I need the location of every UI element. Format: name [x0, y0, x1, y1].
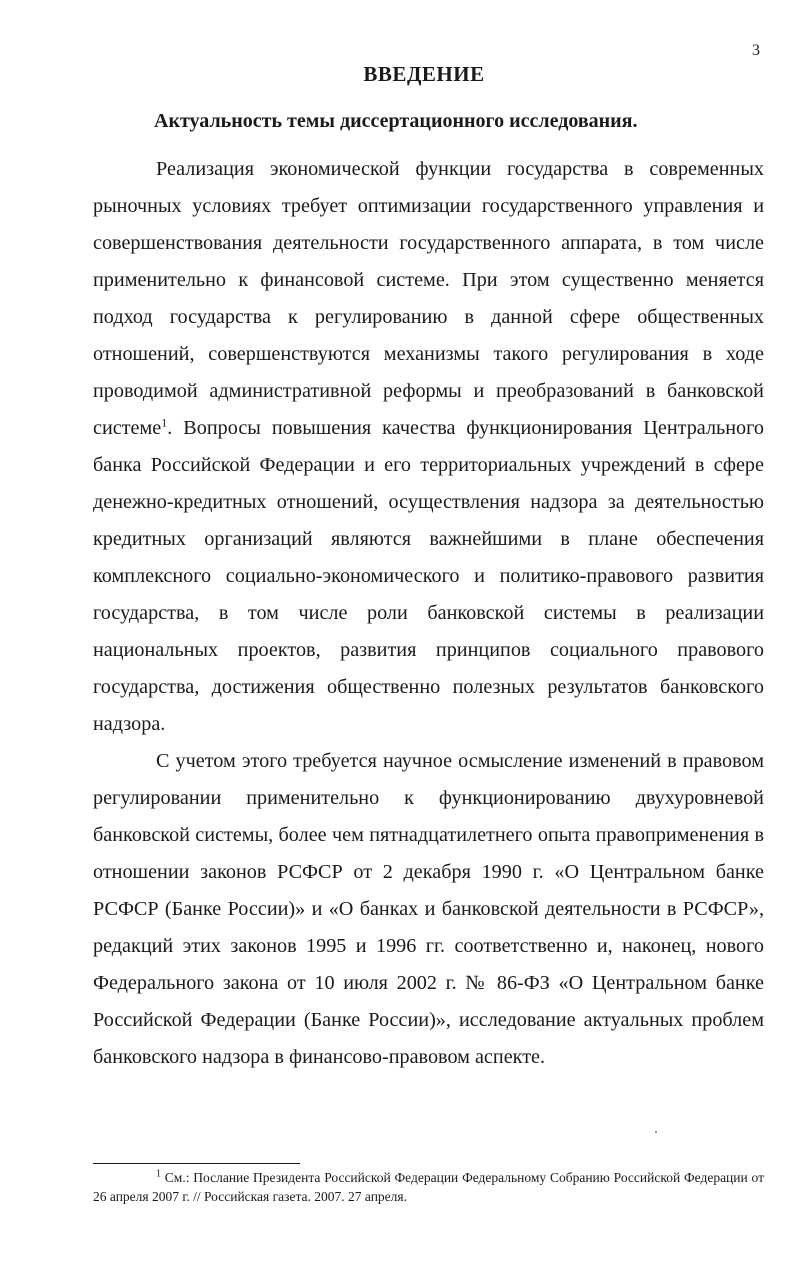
- paragraph-1-text-start: Реализация экономической функции государства в современных рыночных условиях требует оптимизации государственного управления и совершенствования деятельности государственного аппарата, в том числе применительно к финансовой системе. При этом существенно меняется подход государства к регулированию в данной сфере общественных отношений, совершенствуются механизмы такого регулирования в ходе проводимой административной реформы и преобразований в банковской системе: [93, 158, 764, 439]
- section-subtitle: Актуальность темы диссертационного исследования.: [154, 110, 638, 132]
- page-number: 3: [752, 42, 760, 59]
- scan-speck: [655, 1131, 657, 1133]
- paragraph-1-text-end: . Вопросы повышения качества функционирования Центрального банка Российской Федерации и его территориальных учреждений в сфере денежно-кредитных отношений, осуществления надзора за деятельностью кредитных организаций являются важнейшими в плане обеспечения комплексного социально-экономического и политико-правового развития государства, в том числе роли банковской системы в реализации национальных проектов, развития принципов социального правового государства, достижения общественно полезных результатов банковского надзора.: [93, 417, 764, 735]
- section-title: ВВЕДЕНИЕ: [363, 62, 485, 86]
- paragraph-2: С учетом этого требуется научное осмысление изменений в правовом регулировании применительно к функционированию двухуровневой банковской системы, более чем пятнадцатилетнего опыта правоприменения в отношении законов РСФСР от 2 декабря 1990 г. «О Центральном банке РСФСР (Банке России)» и «О банках и банковской деятельности в РСФСР», редакций этих законов 1995 и 1996 гг. соответственно и, наконец, нового Федерального закона от 10 июля 2002 г. № 86-ФЗ «О Центральном банке Российской Федерации (Банке России)», исследование актуальных проблем банковского надзора в финансово-правовом аспекте.: [93, 750, 764, 1068]
- footnote-text: См.: Послание Президента Российской Федерации Федеральному Собранию Российской Федерации от 26 апреля 2007 г. // Российская газета. 2007. 27 апреля.: [93, 1170, 764, 1204]
- footnote-marker: 1: [156, 1168, 161, 1180]
- paragraph-1: [93, 151, 764, 743]
- footnote: [93, 1168, 764, 1206]
- footnote-reference: 1: [161, 415, 168, 430]
- footnote-divider: [93, 1163, 300, 1164]
